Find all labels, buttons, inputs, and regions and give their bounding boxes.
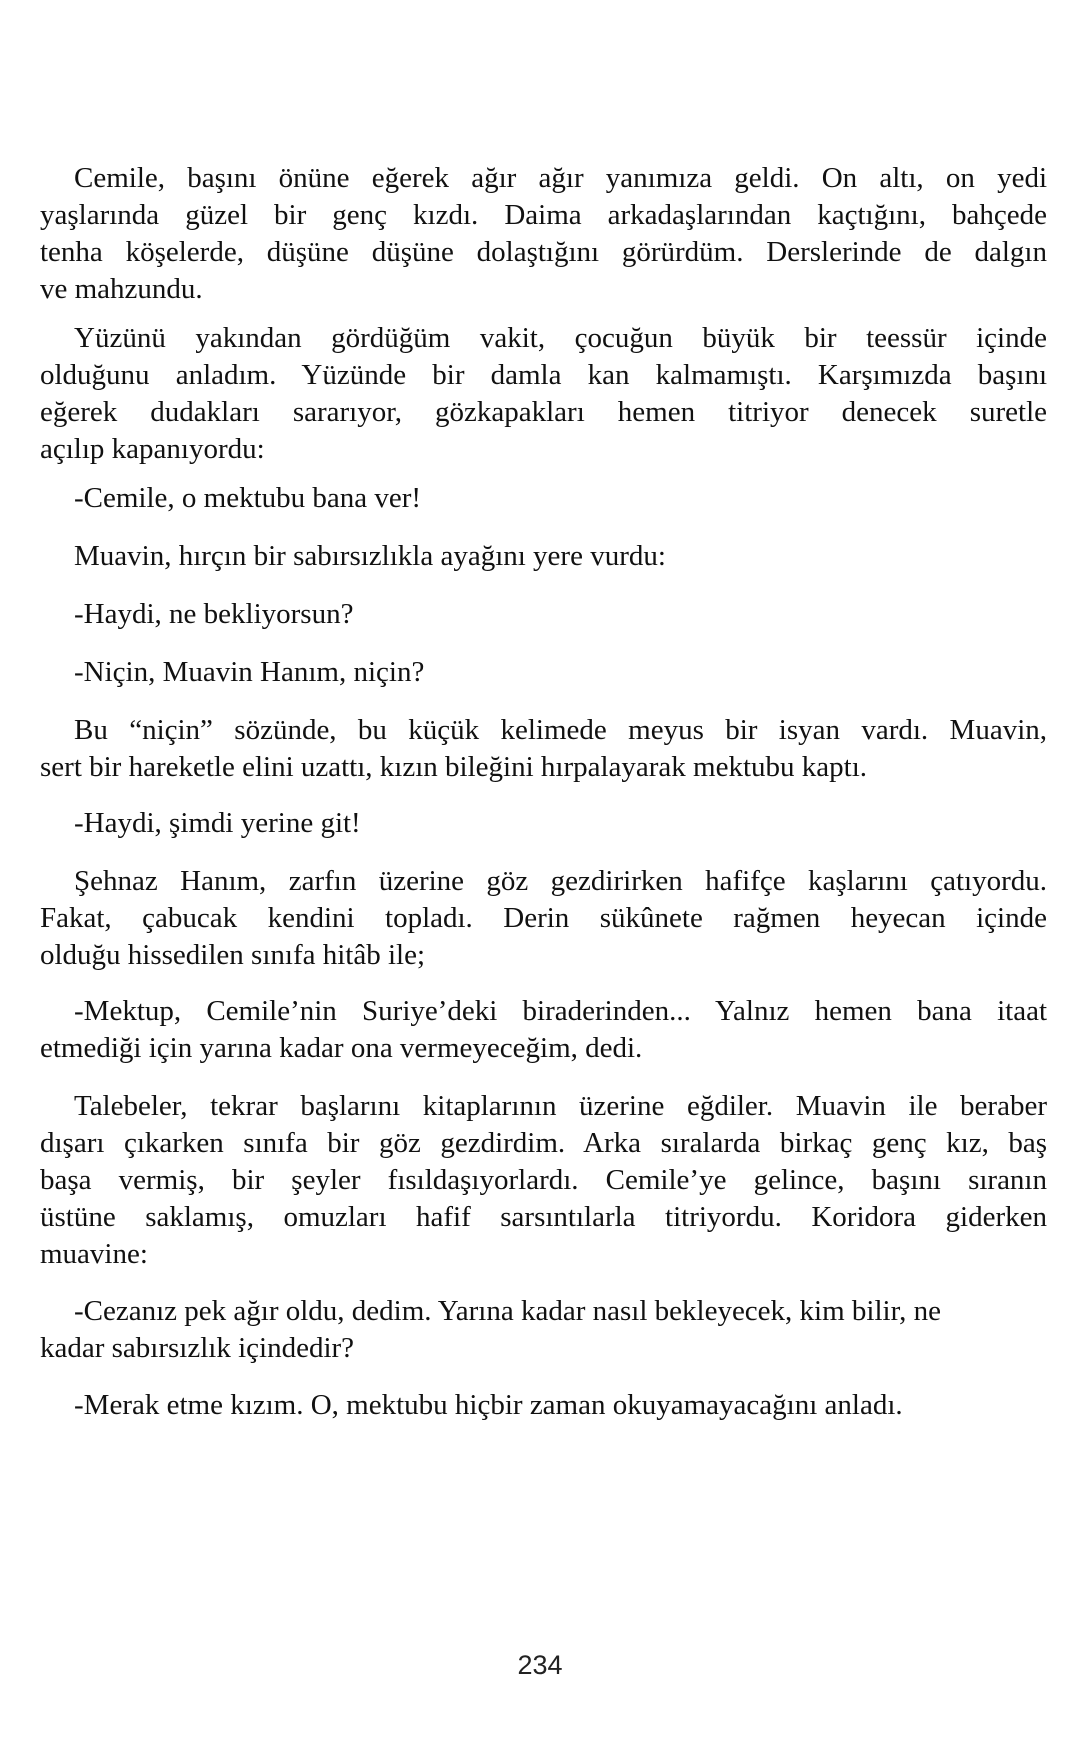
- dialogue-line: -Niçin, Muavin Hanım, niçin?: [74, 656, 425, 688]
- dialogue-line: etmediği için yarına kadar ona vermeyeceğim, dedi.: [40, 1032, 643, 1064]
- text-line: Talebeler, tekrar başlarını kitaplarının üzerine eğdiler. Muavin ile beraber: [74, 1090, 1047, 1122]
- text-line: tenha köşelerde, düşüne düşüne dolaştığını görürdüm. Derslerinde de dalgın: [40, 236, 1047, 268]
- text-line: Muavin, hırçın bir sabırsızlıkla ayağını yere vurdu:: [74, 540, 666, 572]
- text-line: Şehnaz Hanım, zarfın üzerine göz gezdirirken hafifçe kaşlarını çatıyordu.: [74, 865, 1047, 897]
- dialogue-line: -Cezanız pek ağır oldu, dedim. Yarına kadar nasıl bekleyecek, kim bilir, ne: [74, 1295, 941, 1327]
- dialogue-line: -Merak etme kızım. O, mektubu hiçbir zaman okuyamayacağını anladı.: [74, 1389, 903, 1421]
- page-number: 234: [517, 1650, 563, 1680]
- text-line: başa vermiş, bir şeyler fısıldaşıyorlardı. Cemile’ye gelince, başını sıranın: [40, 1164, 1047, 1196]
- dialogue-line: -Haydi, ne bekliyorsun?: [74, 598, 354, 630]
- text-line: açılıp kapanıyordu:: [40, 433, 265, 465]
- dialogue-line: -Haydi, şimdi yerine git!: [74, 807, 361, 839]
- text-line: Yüzünü yakından gördüğüm vakit, çocuğun büyük bir teessür içinde: [74, 322, 1047, 354]
- text-line: üstüne saklamış, omuzları hafif sarsıntılarla titriyordu. Koridora giderken: [40, 1201, 1047, 1233]
- text-line: Cemile, başını önüne eğerek ağır ağır yanımıza geldi. On altı, on yedi: [74, 162, 1047, 194]
- text-line: Bu “niçin” sözünde, bu küçük kelimede meyus bir isyan vardı. Muavin,: [74, 714, 1047, 746]
- text-line: olduğu hissedilen sınıfa hitâb ile;: [40, 939, 426, 971]
- dialogue-line: -Cemile, o mektubu bana ver!: [74, 482, 422, 514]
- text-line: Fakat, çabucak kendini topladı. Derin sükûnete rağmen heyecan içinde: [40, 902, 1047, 934]
- text-line: ve mahzundu.: [40, 273, 203, 305]
- text-line: eğerek dudakları sararıyor, gözkapakları hemen titriyor denecek suretle: [40, 396, 1047, 428]
- text-line: yaşlarında güzel bir genç kızdı. Daima arkadaşlarından kaçtığını, bahçede: [40, 199, 1047, 231]
- text-line: dışarı çıkarken sınıfa bir göz gezdirdim. Arka sıralarda birkaç genç kız, baş: [40, 1127, 1047, 1159]
- text-line: olduğunu anladım. Yüzünde bir damla kan kalmamıştı. Karşımızda başını: [40, 359, 1047, 391]
- text-line: sert bir hareketle elini uzattı, kızın bileğini hırpalayarak mektubu kaptı.: [40, 751, 868, 783]
- dialogue-line: -Mektup, Cemile’nin Suriye’deki biraderinden... Yalnız hemen bana itaat: [74, 995, 1047, 1027]
- dialogue-line: kadar sabırsızlık içindedir?: [40, 1332, 355, 1364]
- text-line: muavine:: [40, 1238, 148, 1270]
